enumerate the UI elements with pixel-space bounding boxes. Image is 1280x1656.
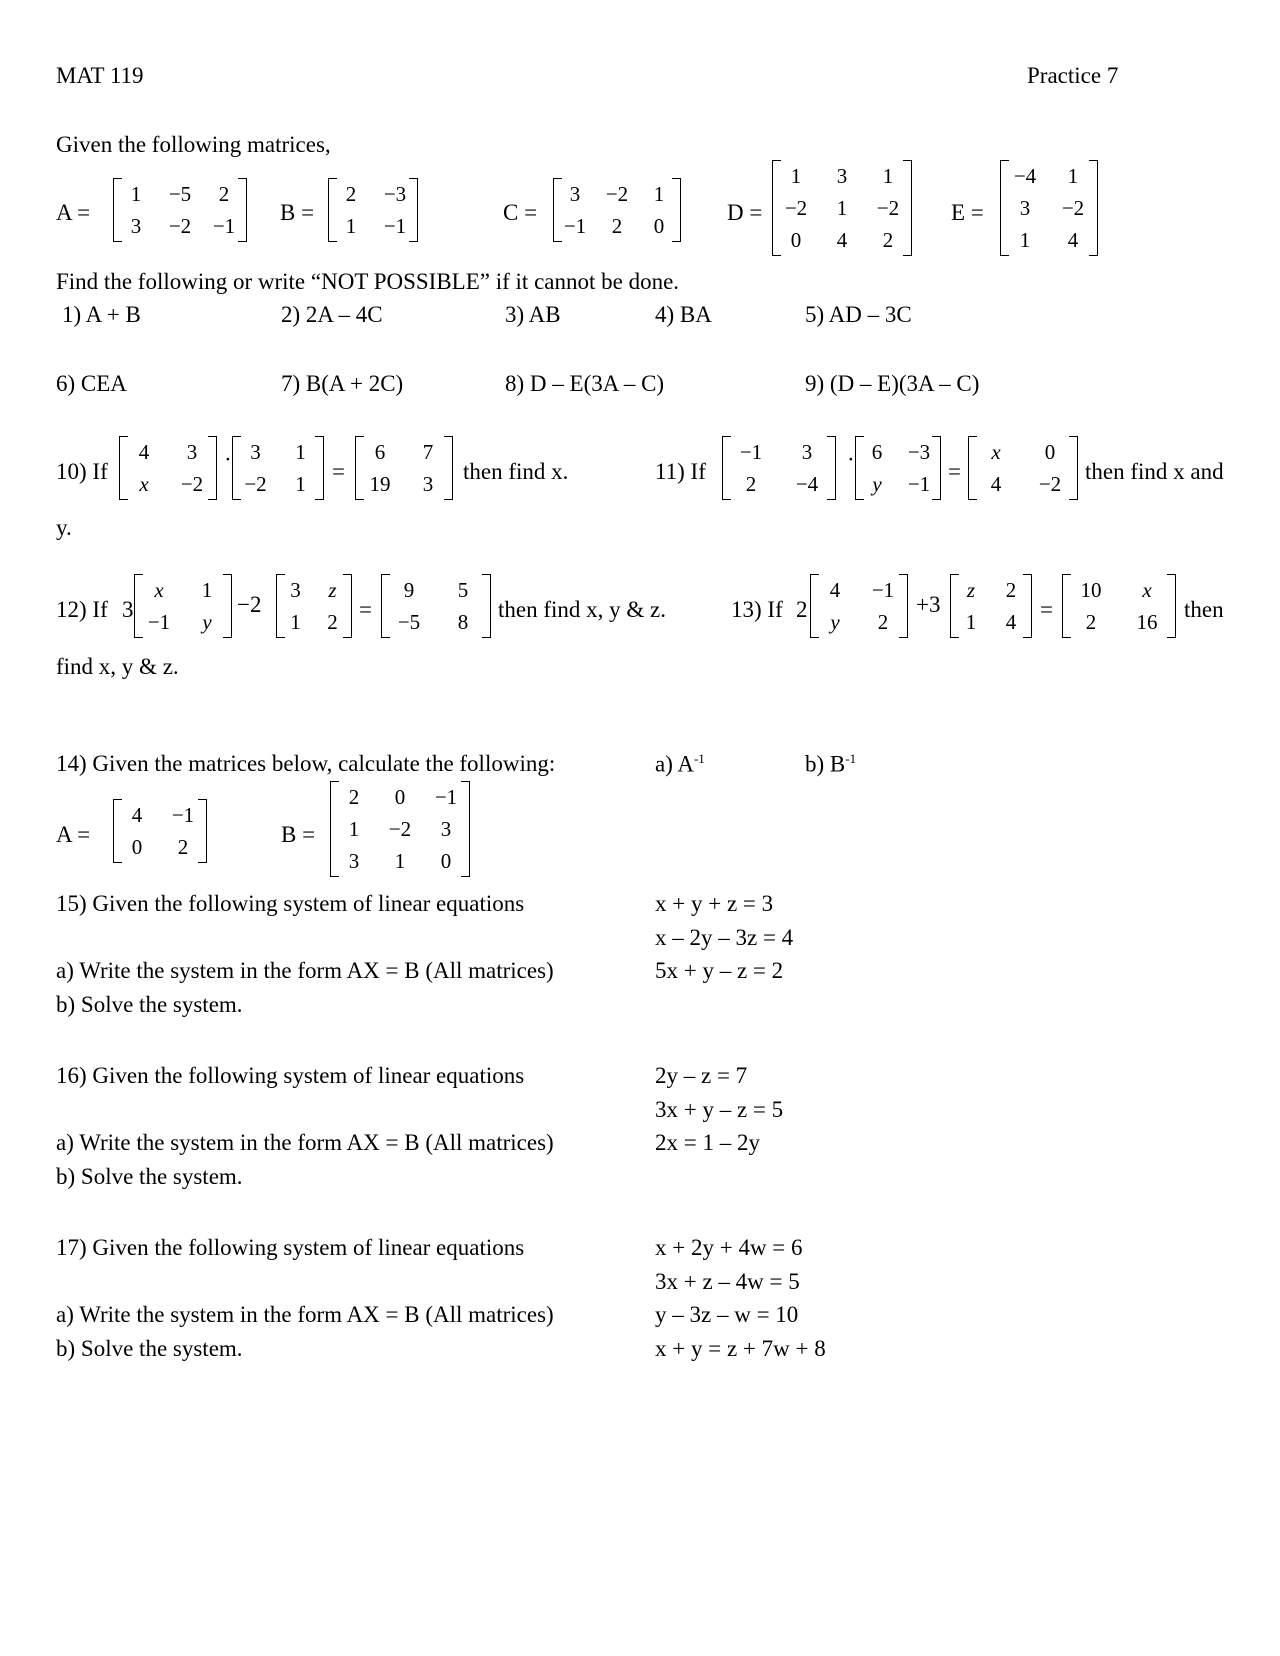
intro-text: Given the following matrices, (56, 132, 331, 157)
problem-14-matrix-a-label: A = (56, 822, 91, 847)
matrix-cell: 2 (882, 228, 894, 252)
matrix-b-label: B = (280, 200, 315, 225)
matrix-d-label: D = (727, 200, 763, 225)
problem-11-suffix: then find x and (1085, 459, 1224, 484)
matrix-cell: 4 (990, 472, 1002, 496)
matrix-cell: −1 (739, 440, 763, 464)
matrix-cell: 2 (348, 785, 360, 809)
problem-14-text: 14) Given the matrices below, calculate the following: (56, 751, 556, 776)
matrix-cell: 3 (348, 849, 360, 873)
matrix-cell: −2 (784, 196, 808, 220)
matrix-cell: −1 (147, 610, 171, 634)
matrix-cell: 3 (1019, 196, 1031, 220)
matrix-cell: y (202, 610, 212, 634)
problem-6: 6) CEA (56, 371, 127, 396)
problem-10-dot: · (224, 447, 232, 472)
matrix-c (553, 178, 681, 242)
problem-13-matrix-1 (810, 574, 908, 638)
problem-13-scalar: 2 (796, 597, 808, 622)
problem-8: 8) D – E(3A – C) (505, 371, 665, 396)
problem-14-part-b: b) $B^{-1}$ (805, 751, 857, 777)
matrix-cell: 1 (290, 610, 301, 634)
matrix-cell: 1 (836, 196, 848, 220)
matrix-cell: 3 (130, 214, 142, 238)
problem-10-matrix-1 (119, 436, 217, 500)
matrix-cell: −1 (171, 803, 195, 827)
matrix-cell: 3 (569, 182, 581, 206)
problem-12-operator: −2 (237, 592, 262, 617)
matrix-cell: 4 (1067, 228, 1079, 252)
problem-13-matrix-3 (1062, 574, 1176, 638)
instructions: Find the following or write “NOT POSSIBLE” if it cannot be done. (56, 269, 680, 294)
matrix-d (772, 160, 912, 256)
matrix-cell: 0 (131, 835, 143, 859)
matrix-cell: 1 (1067, 164, 1079, 188)
problem-10-matrix-3 (355, 436, 453, 500)
matrix-cell: 2 (1005, 578, 1017, 602)
problem-14-part-a: a) $A^{-1}$ (655, 751, 705, 777)
matrix-cell: 1 (201, 578, 213, 602)
matrix-cell: 2 (327, 610, 338, 634)
problem-15-equation-3: 5x + y – z = 2 (655, 958, 784, 983)
matrix-cell: 7 (422, 440, 434, 464)
matrix-b (328, 178, 418, 242)
problem-17-text: 17) Given the following system of linear equations (56, 1235, 525, 1260)
matrix-cell: 16 (1136, 610, 1158, 634)
matrix-cell: 1 (965, 610, 977, 634)
matrix-cell: −3 (907, 440, 931, 464)
matrix-cell: 1 (130, 182, 142, 206)
problem-15-text: 15) Given the following system of linear equations (56, 891, 525, 916)
problem-13-suffix: then (1184, 597, 1224, 622)
problem-17-equation-3: y – 3z – w = 10 (655, 1302, 799, 1327)
matrix-cell: −4 (1013, 164, 1037, 188)
matrix-a (113, 178, 247, 242)
matrix-cell: 9 (403, 578, 415, 602)
matrix-cell: −2 (168, 214, 192, 238)
matrix-cell: 1 (394, 849, 406, 873)
matrix-cell: 1 (345, 214, 357, 238)
matrix-cell: 0 (790, 228, 802, 252)
problem-1: 1) A + B (62, 302, 141, 327)
problem-7: 7) B(A + 2C) (281, 371, 404, 396)
matrix-cell: −1 (871, 578, 895, 602)
problem-10-equals: = (332, 459, 345, 484)
matrix-cell: 0 (1044, 440, 1056, 464)
problem-12-matrix-2 (276, 574, 352, 638)
matrix-cell: 3 (422, 472, 434, 496)
problem-11-equals: = (948, 459, 961, 484)
matrix-cell: 6 (374, 440, 386, 464)
problem-5: 5) AD – 3C (805, 302, 912, 327)
matrix-cell: 19 (369, 472, 391, 496)
matrix-cell: y (872, 472, 882, 496)
matrix-e (1000, 160, 1098, 256)
matrix-cell: 1 (882, 164, 894, 188)
problem-17-equation-1: x + 2y + 4w = 6 (655, 1235, 803, 1260)
matrix-cell: 2 (345, 182, 357, 206)
matrix-cell: 3 (290, 578, 301, 602)
matrix-cell: −2 (388, 817, 412, 841)
matrix-cell: −5 (397, 610, 421, 634)
matrix-cell: z (328, 578, 337, 602)
matrix-cell: −2 (1061, 196, 1085, 220)
matrix-cell: −1 (383, 214, 407, 238)
matrix-a-label: A = (56, 200, 91, 225)
matrix-cell: 1 (295, 440, 306, 464)
problem-16-equation-2: 3x + y – z = 5 (655, 1097, 784, 1122)
matrix-cell: x (154, 578, 164, 602)
matrix-cell: 6 (871, 440, 883, 464)
matrix-cell: 2 (1085, 610, 1097, 634)
problem-12-continuation: find x, y & z. (56, 654, 179, 679)
matrix-cell: −1 (434, 785, 458, 809)
problem-17-part-a: a) Write the system in the form AX = B (All matrices) (56, 1302, 554, 1327)
problem-16-equation-3: 2x = 1 – 2y (655, 1130, 760, 1155)
matrix-cell: y (830, 610, 840, 634)
problem-11-matrix-2 (855, 436, 941, 500)
matrix-cell: 3 (836, 164, 848, 188)
matrix-cell: 2 (177, 835, 189, 859)
problem-12-matrix-1 (134, 574, 232, 638)
problem-13-equals: = (1040, 597, 1053, 622)
problem-9: 9) (D – E)(3A – C) (805, 371, 980, 396)
matrix-cell: 4 (1005, 610, 1017, 634)
problem-17-equation-2: 3x + z – 4w = 5 (655, 1269, 800, 1294)
problem-11-dot: · (847, 447, 855, 472)
matrix-cell: −2 (244, 472, 267, 496)
matrix-cell: 2 (877, 610, 889, 634)
matrix-cell: −3 (383, 182, 407, 206)
problem-11-prefix: 11) If (655, 459, 706, 484)
matrix-cell: −1 (907, 472, 931, 496)
matrix-cell: 1 (348, 817, 360, 841)
problem-4: 4) BA (655, 302, 712, 327)
matrix-cell: 2 (745, 472, 757, 496)
matrix-cell: 3 (440, 817, 452, 841)
matrix-cell: 8 (457, 610, 469, 634)
problem-14-matrix-a (113, 799, 207, 863)
matrix-cell: −1 (563, 214, 587, 238)
problem-11-continuation: y. (56, 515, 72, 540)
matrix-cell: 1 (653, 182, 665, 206)
problem-13-operator: +3 (916, 592, 941, 617)
matrix-cell: 1 (295, 472, 306, 496)
matrix-cell: 5 (457, 578, 469, 602)
problem-17-equation-4: x + y = z + 7w + 8 (655, 1336, 826, 1361)
matrix-cell: x (139, 472, 149, 496)
problem-15-equation-2: x – 2y – 3z = 4 (655, 925, 794, 950)
matrix-cell: 1 (1019, 228, 1031, 252)
problem-12-scalar: 3 (122, 597, 134, 622)
problem-16-text: 16) Given the following system of linear equations (56, 1063, 525, 1088)
matrix-cell: −4 (795, 472, 819, 496)
problem-15-part-a: a) Write the system in the form AX = B (All matrices) (56, 958, 554, 983)
problem-3: 3) AB (505, 302, 561, 327)
matrix-cell: 4 (131, 803, 143, 827)
problem-16-part-a: a) Write the system in the form AX = B (All matrices) (56, 1130, 554, 1155)
problem-11-matrix-3 (968, 436, 1078, 500)
matrix-cell: 4 (138, 440, 150, 464)
matrix-cell: 3 (186, 440, 198, 464)
matrix-cell: 3 (250, 440, 261, 464)
problem-2: 2) 2A – 4C (281, 302, 383, 327)
matrix-cell: 0 (394, 785, 406, 809)
matrix-cell: 2 (611, 214, 623, 238)
problem-10-prefix: 10) If (56, 459, 108, 484)
matrix-cell: −2 (180, 472, 204, 496)
matrix-cell: 0 (653, 214, 665, 238)
matrix-cell: −5 (168, 182, 192, 206)
matrix-cell: 1 (790, 164, 802, 188)
problem-17-part-b: b) Solve the system. (56, 1336, 243, 1361)
course-code: MAT 119 (56, 63, 144, 88)
problem-16-part-b: b) Solve the system. (56, 1164, 243, 1189)
problem-15-equation-1: x + y + z = 3 (655, 891, 774, 916)
matrix-cell: 3 (801, 440, 813, 464)
matrix-cell: 4 (836, 228, 848, 252)
matrix-cell: z (966, 578, 976, 602)
matrix-cell: x (1142, 578, 1152, 602)
matrix-cell: 10 (1080, 578, 1102, 602)
problem-16-equation-1: 2y – z = 7 (655, 1063, 748, 1088)
matrix-cell: −2 (1038, 472, 1062, 496)
problem-13-matrix-2 (950, 574, 1032, 638)
problem-10-suffix: then find x. (463, 459, 569, 484)
page-title: Practice 7 (1027, 63, 1119, 88)
matrix-cell: 2 (218, 182, 230, 206)
matrix-cell: 0 (440, 849, 452, 873)
matrix-cell: 4 (829, 578, 841, 602)
matrix-c-label: C = (503, 200, 538, 225)
matrix-cell: −2 (876, 196, 900, 220)
problem-13-prefix: 13) If (731, 597, 783, 622)
problem-12-equals: = (359, 597, 372, 622)
problem-14-matrix-b-label: B = (281, 822, 316, 847)
problem-11-matrix-1 (722, 436, 836, 500)
problem-12-suffix: then find x, y & z. (498, 597, 666, 622)
matrix-cell: −2 (605, 182, 629, 206)
problem-12-matrix-3 (381, 574, 491, 638)
matrix-e-label: E = (951, 200, 984, 225)
matrix-cell: x (991, 440, 1001, 464)
problem-12-prefix: 12) If (56, 597, 108, 622)
matrix-cell: −1 (212, 214, 236, 238)
problem-15-part-b: b) Solve the system. (56, 992, 243, 1017)
problem-10-matrix-2 (232, 436, 324, 500)
problem-14-matrix-b (330, 781, 470, 877)
